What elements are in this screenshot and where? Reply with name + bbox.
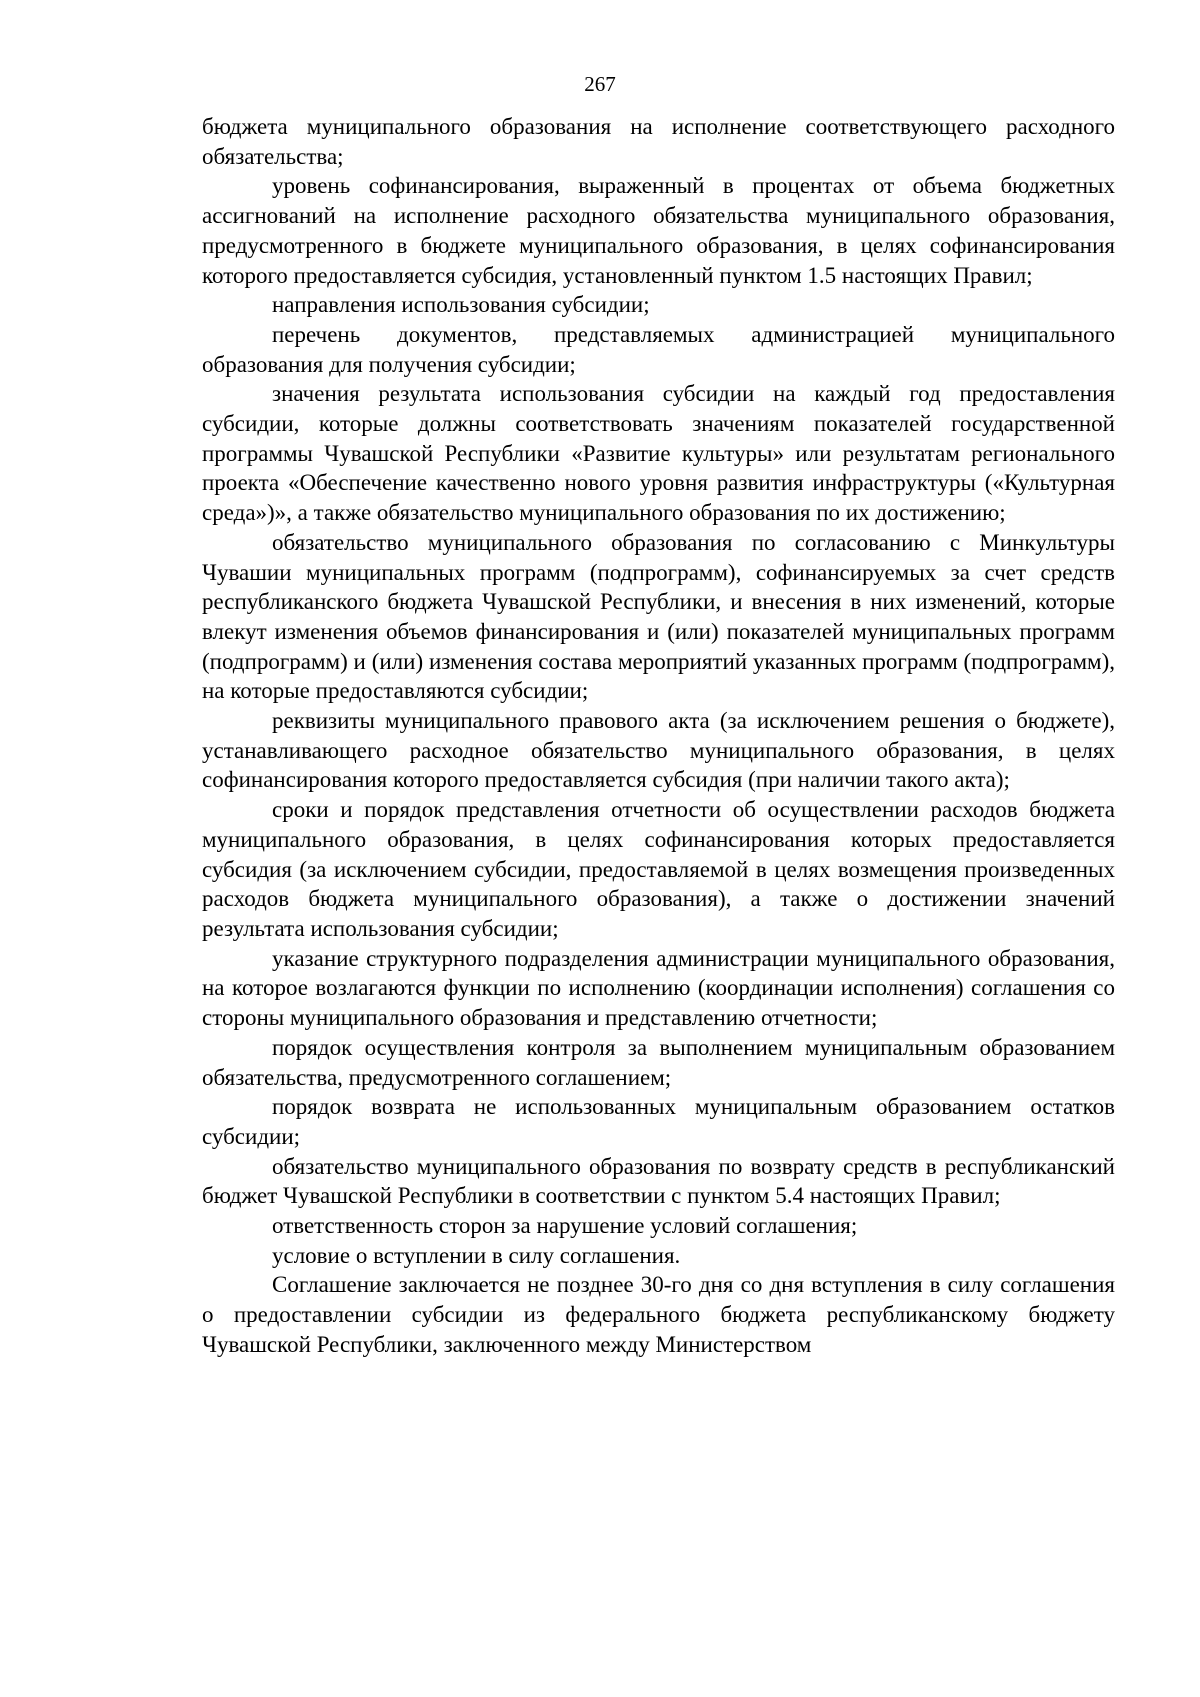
paragraph: обязательство муниципального образования по согласованию с Минкультуры Чувашии муниципальных программ (подпрограмм), софинансируемых за счет средств республиканского бюджета Чувашской Республики, и внесения в них изменений, которые влекут изменения объемов финансирования и (или) показателей муниципальных программ (подпрограмм) и (или) изменения состава мероприятий указанных программ (подпрограмм), на которые предоставляются субсидии;: [202, 529, 1115, 704]
paragraph: условие о вступлении в силу соглашения.: [272, 1242, 681, 1268]
paragraph: Соглашение заключается не позднее 30-го дня со дня вступления в силу соглашения о предоставлении субсидии из федерального бюджета республиканскому бюджету Чувашской Республики, заключенного между Министерством: [202, 1272, 1115, 1357]
paragraph: перечень документов, представляемых администрацией муниципального образования для получения субсидии;: [202, 321, 1115, 377]
paragraph: значения результата использования субсидии на каждый год предоставления субсидии, которые должны соответствовать значениям показателей государственной программы Чувашской Республики «Развитие культуры» или результатам регионального проекта «Обеспечение качественно нового уровня развития инфраструктуры («Культурная среда»)», а также обязательство муниципального образования по их достижению;: [202, 381, 1115, 526]
paragraph-continuation: бюджета муниципального образования на исполнение соответствующего расходного обязательства;: [202, 114, 1115, 169]
paragraph: указание структурного подразделения администрации муниципального образования, на которое возлагаются функции по исполнению (координации исполнения) соглашения со стороны муниципального образования и представлению отчетности;: [202, 945, 1115, 1031]
paragraph: ответственность сторон за нарушение условий соглашения;: [272, 1213, 858, 1239]
body-text: [202, 112, 1115, 1360]
paragraph: порядок возврата не использованных муниципальным образованием остатков субсидии;: [202, 1094, 1115, 1149]
paragraph: реквизиты муниципального правового акта (за исключением решения о бюджете), устанавливающего расходное обязательство муниципального образования, в целях софинансирования которого предоставляется субсидия (при наличии такого акта);: [202, 708, 1115, 793]
page-number: 267: [584, 72, 616, 96]
paragraph: обязательство муниципального образования по возврату средств в республиканский бюджет Чувашской Республики в соответствии с пунктом 5.4 настоящих Правил;: [202, 1153, 1115, 1209]
paragraph: сроки и порядок представления отчетности об осуществлении расходов бюджета муниципального образования, в целях софинансирования которых предоставляется субсидия (за исключением субсидии, предоставляемой в целях возмещения произведенных расходов бюджета муниципального образования), а также о достижении значений результата использования субсидии;: [202, 797, 1115, 941]
paragraph: уровень софинансирования, выраженный в процентах от объема бюджетных ассигнований на исполнение расходного обязательства муниципального образования, предусмотренного в бюджете муниципального образования, в целях софинансирования которого предоставляется субсидия, установленный пунктом 1.5 настоящих Правил;: [202, 173, 1115, 288]
paragraph: порядок осуществления контроля за выполнением муниципальным образованием обязательства, предусмотренного соглашением;: [202, 1034, 1115, 1090]
paragraph: направления использования субсидии;: [272, 292, 650, 318]
